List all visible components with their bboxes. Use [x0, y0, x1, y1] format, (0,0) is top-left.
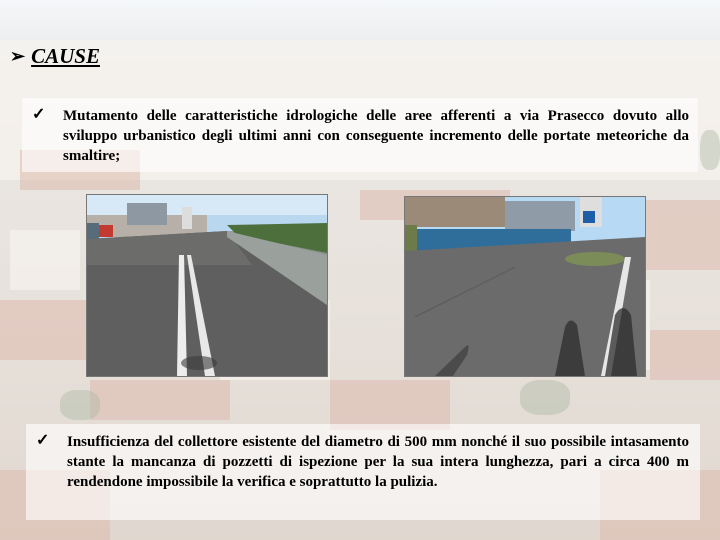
bullet-text-2: Insufficienza del collettore esistente del diametro di 500 mm nonché il suo possibile intasamento stante la mancanza di pozzetti di ispezione per la sua intera lunghezza, pari a circa 400 m rendendone impossibile la verifica e soprattutto la pulizia. [67, 434, 689, 490]
bullet-text-1: Mutamento delle caratteristiche idrologiche delle aree afferenti a via Prasecco dovuto allo sviluppo urbanistico degli ultimi anni con conseguente incremento delle portate meteoriche da smaltire; [63, 108, 689, 164]
photo-street-left [86, 194, 328, 377]
checkmark-icon: ✓ [36, 432, 50, 449]
section-title: CAUSE [31, 44, 100, 68]
section-heading [10, 44, 100, 69]
checkmark-icon: ✓ [32, 106, 46, 123]
arrow-bullet-icon: ➢ [10, 46, 26, 66]
photo-parking-right [404, 196, 646, 377]
